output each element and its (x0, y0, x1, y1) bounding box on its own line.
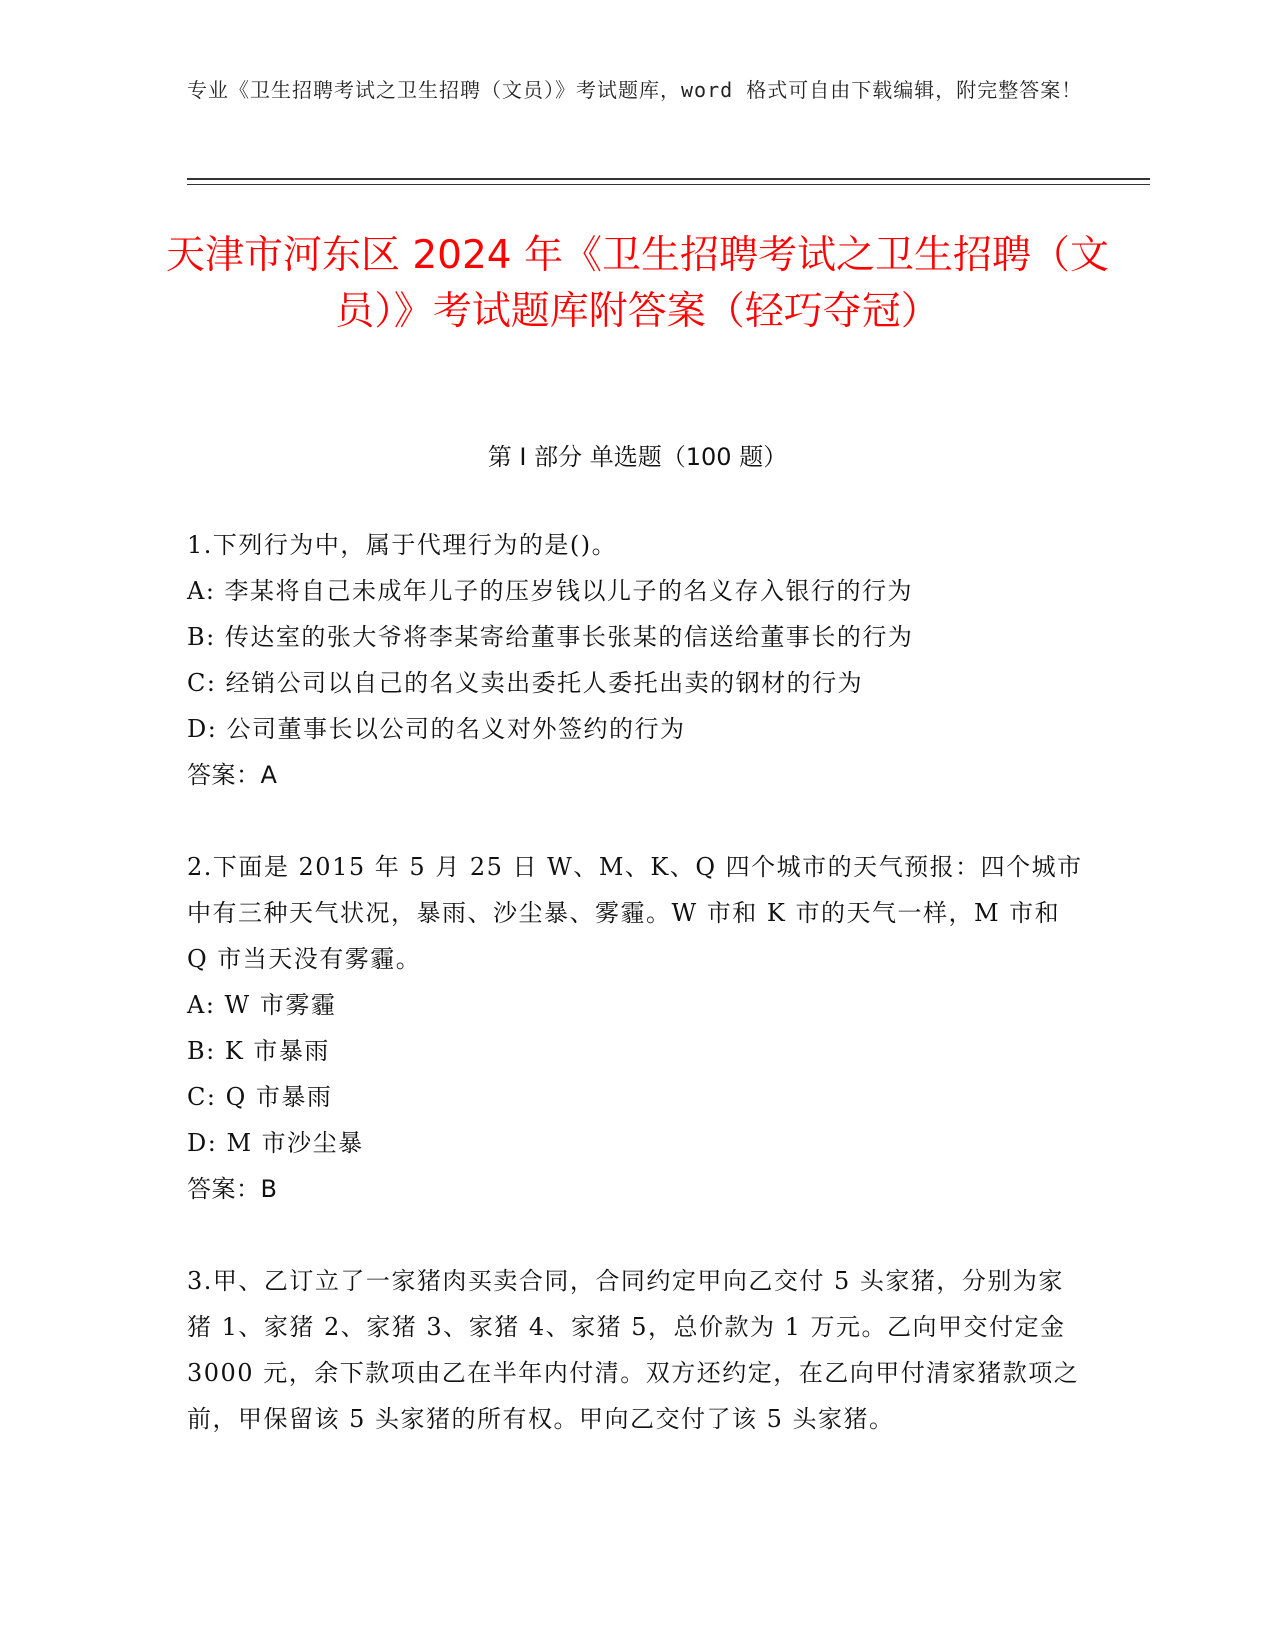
question-stem: 1.下列行为中，属于代理行为的是()。 (187, 531, 618, 559)
answer: 答案：A (187, 761, 278, 789)
question-2 (187, 844, 1087, 1212)
option-b: B: K 市暴雨 (187, 1037, 330, 1065)
section-heading: 第 I 部分 单选题（100 题） (487, 443, 788, 471)
document-title: 天津市河东区 2024 年《卫生招聘考试之卫生招聘（文员）》考试题库附答案（轻巧夺冠） (165, 233, 1110, 334)
question-1 (187, 522, 1087, 798)
header-note: 专业《卫生招聘考试之卫生招聘（文员）》考试题库，word 格式可自由下载编辑，附完整答案！ (187, 78, 1083, 102)
option-d: D: M 市沙尘暴 (187, 1129, 364, 1157)
question-stem: 2.下面是 2015 年 5 月 25 日 W、M、K、Q 四个城市的天气预报：四个城市中有三种天气状况，暴雨、沙尘暴、雾霾。W 市和 K 市的天气一样，M 市和 Q 市当天没有雾霾。 (187, 853, 1083, 973)
question-list (187, 522, 1087, 1488)
question-stem: 3.甲、乙订立了一家猪肉买卖合同，合同约定甲向乙交付 5 头家猪，分别为家猪 1、家猪 2、家猪 3、家猪 4、家猪 5，总价款为 1 万元。乙向甲交付定金 3000 元，余下款项由乙在半年内付清。双方还约定，在乙向甲付清家猪款项之前，甲保留该 5 头家猪的所有权。甲向乙交付了该 5 头家猪。 (187, 1267, 1080, 1433)
answer: 答案：B (187, 1175, 278, 1203)
option-c: C: 经销公司以自己的名义卖出委托人委托出卖的钢材的行为 (187, 669, 864, 697)
header-divider (187, 178, 1150, 180)
option-c: C: Q 市暴雨 (187, 1083, 333, 1111)
question-3 (187, 1258, 1087, 1442)
header-divider-thin (187, 184, 1150, 185)
option-d: D: 公司董事长以公司的名义对外签约的行为 (187, 715, 686, 743)
option-a: A: 李某将自己未成年儿子的压岁钱以儿子的名义存入银行的行为 (187, 577, 914, 605)
option-b: B: 传达室的张大爷将李某寄给董事长张某的信送给董事长的行为 (187, 623, 914, 651)
option-a: A: W 市雾霾 (187, 991, 337, 1019)
